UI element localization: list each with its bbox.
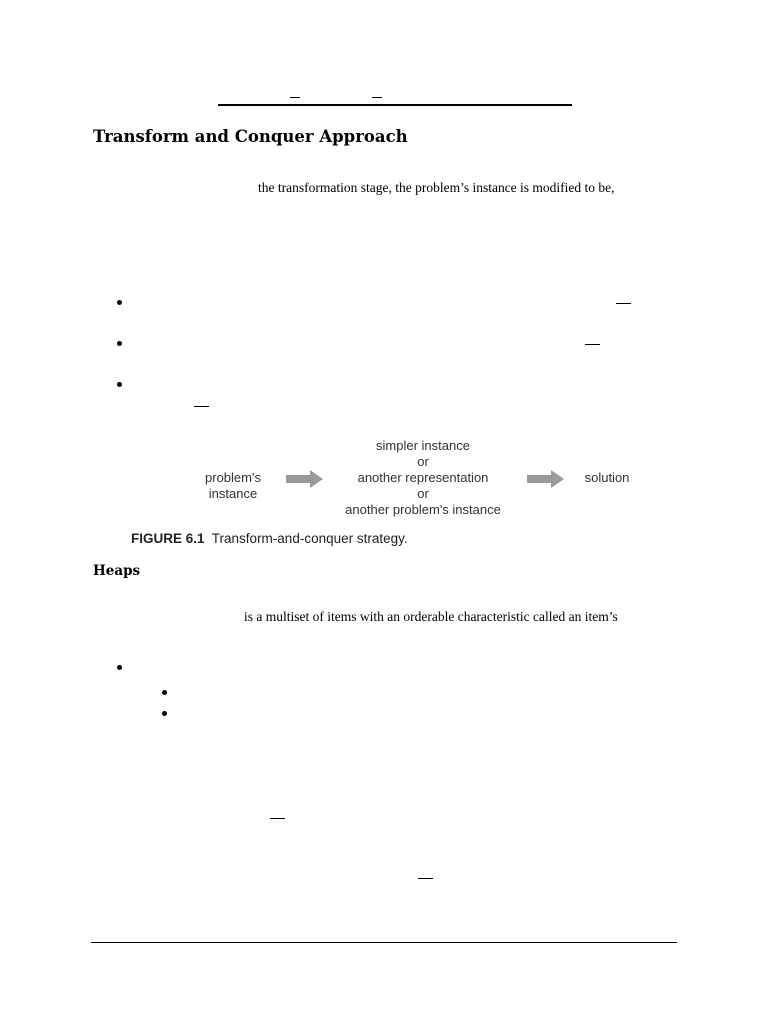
figure-center-line4: or	[417, 486, 429, 501]
heaps-bullet	[117, 665, 122, 670]
bullet-2-dash	[585, 344, 600, 345]
bullet-3-dash	[194, 406, 209, 407]
heaps-title: Heaps	[93, 563, 141, 579]
figure-right-label: solution	[584, 470, 630, 485]
figure-caption	[131, 531, 408, 546]
bottom-rule	[91, 942, 677, 943]
top-rule	[218, 104, 572, 106]
top-dash-mark	[372, 97, 382, 98]
intro-text: the transformation stage, the problem’s instance is modified to be,	[258, 180, 615, 195]
heaps-definition: is a multiset of items with an orderable characteristic called an item’s	[244, 609, 618, 624]
lower-dash-2	[418, 878, 433, 879]
figure-center-line3: another representation	[357, 470, 489, 485]
arrow-icon	[286, 470, 324, 488]
heaps-sub-bullet-1	[162, 690, 167, 695]
lower-dash-1	[270, 818, 285, 819]
section-title: Transform and Conquer Approach	[93, 127, 408, 146]
top-dash-mark	[290, 97, 300, 98]
figure-center-line5: another problem's instance	[345, 502, 501, 517]
figure-left-line2: instance	[208, 486, 258, 501]
figure-left-label	[193, 470, 273, 502]
figure-center-line2: or	[417, 454, 429, 469]
arrow-icon	[527, 470, 565, 488]
bullet-1-dash	[616, 303, 631, 304]
bullet-2	[117, 341, 122, 346]
figure-caption-label: FIGURE 6.1	[131, 531, 205, 546]
figure-left-line1: problem's	[205, 470, 261, 485]
heaps-sub-bullet-2	[162, 711, 167, 716]
figure-caption-text: Transform-and-conquer strategy.	[211, 531, 408, 546]
figure-center-line1: simpler instance	[376, 438, 470, 453]
bullet-3	[117, 382, 122, 387]
bullet-1	[117, 300, 122, 305]
figure-center-block	[323, 438, 523, 518]
